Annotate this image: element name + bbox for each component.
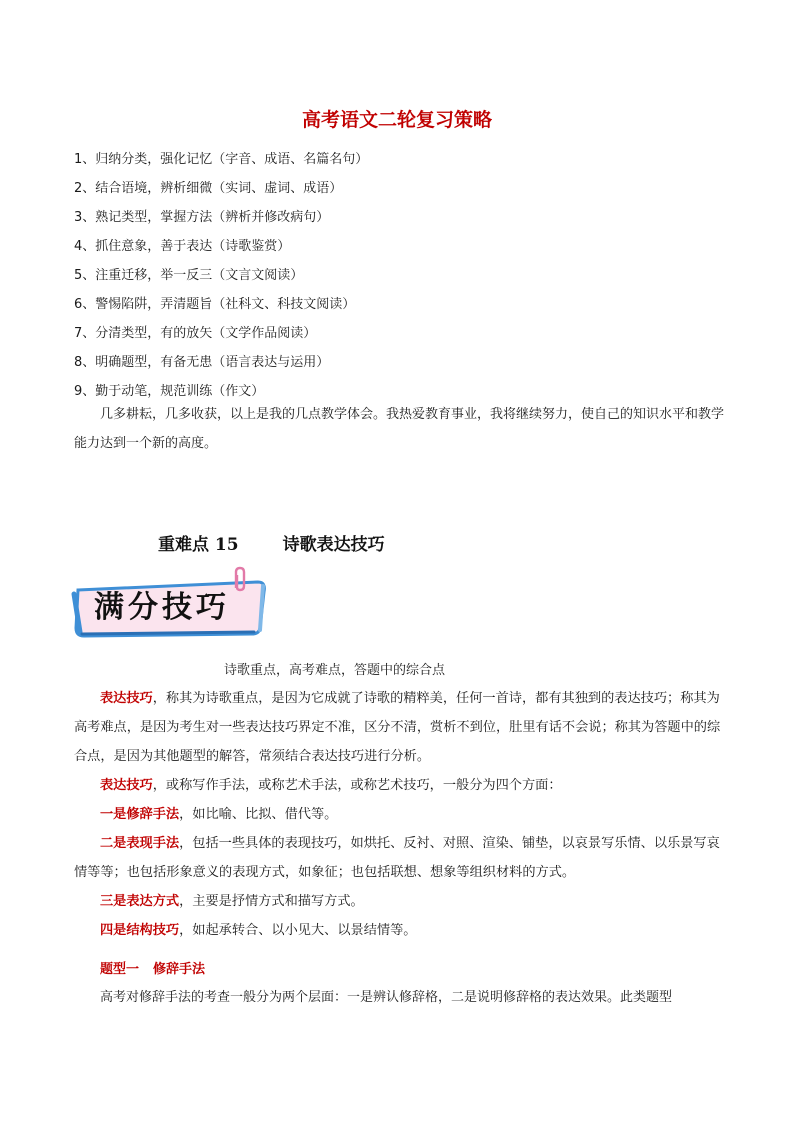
list-item: 3、熟记类型，掌握方法（辨析并修改病句） <box>74 210 330 225</box>
paragraph-text: ，如比喻、比拟、借代等。 <box>179 807 338 822</box>
subsection-name: 修辞手法 <box>153 962 206 977</box>
document-title: 高考语文二轮复习策略 <box>301 109 492 131</box>
paragraph-text: ，主要是抒情方式和描写方式。 <box>179 894 364 909</box>
highlight-label: 表达技巧 <box>100 778 153 793</box>
list-item: 5、注重迁移，举一反三（文言文阅读） <box>74 268 304 283</box>
paragraph-text: ，或称写作手法，或称艺术手法，或称艺术技巧，一般分为四个方面： <box>152 778 562 793</box>
highlight-label: 一是修辞手法 <box>100 807 180 822</box>
paragraph-text: ，如起承转合、以小见大、以景结情等。 <box>179 923 417 938</box>
paragraph <box>74 887 724 916</box>
section-name: 诗歌表达技巧 <box>282 535 385 555</box>
list-item: 4、抓住意象，善于表达（诗歌鉴赏） <box>74 239 291 254</box>
paragraph <box>74 771 724 800</box>
highlight-label: 二是表现手法 <box>100 836 180 851</box>
body-text <box>74 684 724 945</box>
closing-paragraph: 几多耕耘，几多收获，以上是我的几点教学体会。我热爱教育事业，我将继续努力，使自己的知识水平和教学能力达到一个新的高度。 <box>74 407 725 451</box>
highlight-label: 四是结构技巧 <box>100 923 180 938</box>
highlight-label: 三是表达方式 <box>100 894 180 909</box>
section-number: 重难点 15 <box>158 535 239 555</box>
paperclip-icon <box>228 566 252 592</box>
paragraph-text: ，包括一些具体的表现技巧，如烘托、反衬、对照、渲染、铺垫，以哀景写乐情、以乐景写哀情等等；也包括形象意义的表现方式，如象征；也包括联想、想象等组织材料的方式。 <box>74 836 720 880</box>
last-paragraph: 高考对修辞手法的考查一般分为两个层面：一是辨认修辞格，二是说明修辞格的表达效果。此类题型 <box>100 990 673 1005</box>
paragraph-text: ，称其为诗歌重点，是因为它成就了诗歌的精粹美，任何一首诗，都有其独到的表达技巧；称其为高考难点，是因为考生对一些表达技巧界定不准，区分不清，赏析不到位，肚里有话不会说；称其为答题中的综合点，是因为其他题型的解答，常须结合表达技巧进行分析。 <box>74 691 721 764</box>
list-item: 9、勤于动笔，规范训练（作文） <box>74 384 265 399</box>
paragraph <box>74 684 724 771</box>
paragraph <box>74 916 724 945</box>
strategy-list <box>74 148 368 409</box>
list-item: 7、分清类型，有的放矢（文学作品阅读） <box>74 326 317 341</box>
list-item: 1、归纳分类，强化记忆（字音、成语、名篇名句） <box>74 152 369 167</box>
paragraph <box>74 800 724 829</box>
list-item: 8、明确题型，有备无患（语言表达与运用） <box>74 355 330 370</box>
intro-line: 诗歌重点，高考难点，答题中的综合点 <box>224 663 446 678</box>
subsection-label: 题型一 <box>100 962 140 977</box>
banner-text: 满分技巧 <box>94 590 230 625</box>
highlight-label: 表达技巧 <box>100 691 153 706</box>
list-item: 6、警惕陷阱，弄清题旨（社科文、科技文阅读） <box>74 297 356 312</box>
full-marks-banner <box>70 572 270 640</box>
subsection-heading <box>100 958 205 977</box>
paragraph <box>74 829 724 887</box>
list-item: 2、结合语境，辨析细微（实词、虚词、成语） <box>74 181 343 196</box>
section-heading <box>158 530 385 555</box>
